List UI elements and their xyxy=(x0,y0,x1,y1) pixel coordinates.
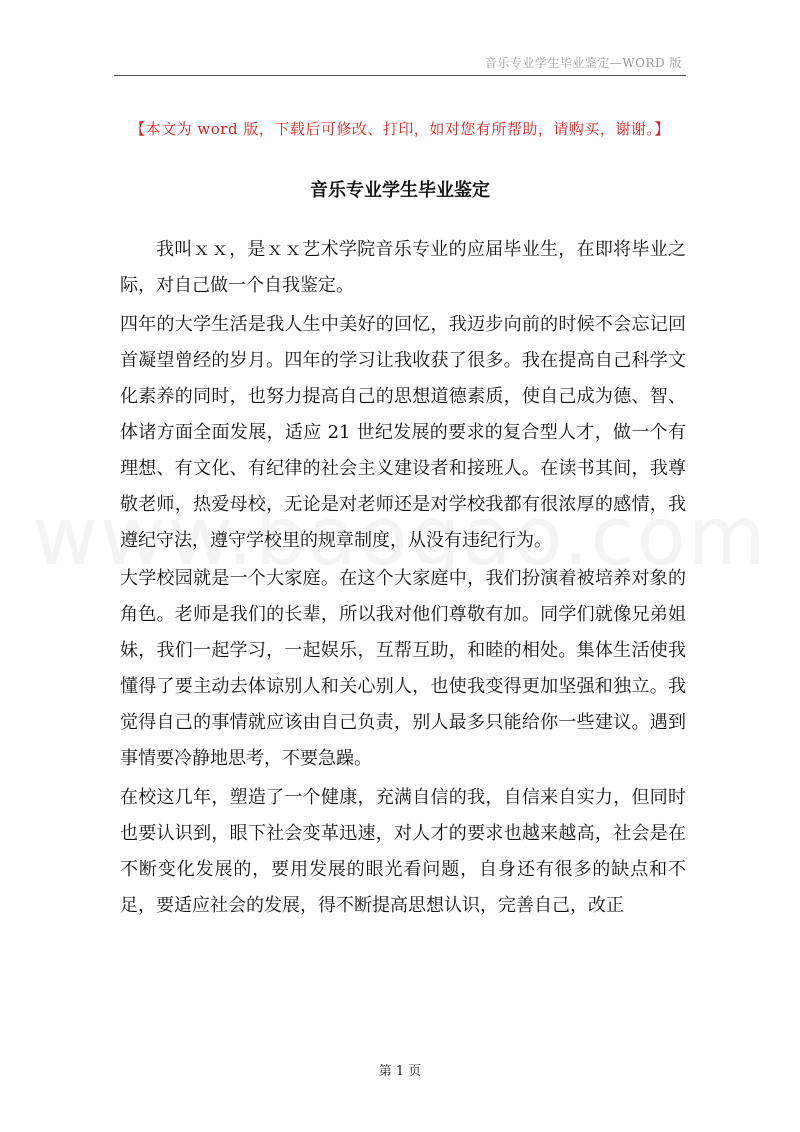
document-body xyxy=(120,232,686,926)
paragraph: 大学校园就是一个大家庭。在这个大家庭中，我们扮演着被培养对象的角色。老师是我们的长辈，所以我对他们尊敬有加。同学们就像兄弟姐妹，我们一起学习，一起娱乐，互帮互助，和睦的相处。集体生活使我懂得了要主动去体谅别人和关心别人，也使我变得更加坚强和独立。我觉得自己的事情就应该由自己负责，别人最多只能给你一些建议。遇到事情要冷静地思考，不要急躁。 xyxy=(120,568,686,769)
running-header: 音乐专业学生毕业鉴定—WORD 版 xyxy=(484,56,682,70)
document-title: 音乐专业学生毕业鉴定 xyxy=(310,180,490,201)
header-divider xyxy=(114,75,686,76)
paragraph: 四年的大学生活是我人生中美好的回忆，我迈步向前的时候不会忘记回首凝望曾经的岁月。四年的学习让我收获了很多。我在提高自己科学文化素养的同时，也努力提高自己的思想道德素质，使自己成为德、智、体诸方面全面发展，适应 21 世纪发展的要求的复合型人才，做一个有理想、有文化、有纪律的社会主义建设者和接班人。在读书其间，我尊敬老师，热爱母校，无论是对老师还是对学校我都有很浓厚的感情，我遵纪守法，遵守学校里的规章制度，从没有违纪行为。 xyxy=(120,313,686,551)
paragraph: 我叫ｘｘ，是ｘｘ艺术学院音乐专业的应届毕业生，在即将毕业之际，对自己做一个自我鉴定。 xyxy=(120,239,686,296)
paragraph: 在校这几年，塑造了一个健康，充满自信的我，自信来自实力，但同时也要认识到，眼下社会变革迅速，对人才的要求也越来越高，社会是在不断变化发展的，要用发展的眼光看问题，自身还有很多的缺点和不足，要适应社会的发展，得不断提高思想认识，完善自己，改正 xyxy=(120,786,686,916)
purchase-notice: 【本文为 word 版，下载后可修改、打印，如对您有所帮助，请购买，谢谢。】 xyxy=(130,120,670,138)
page-number: 第 1 页 xyxy=(378,1064,422,1079)
